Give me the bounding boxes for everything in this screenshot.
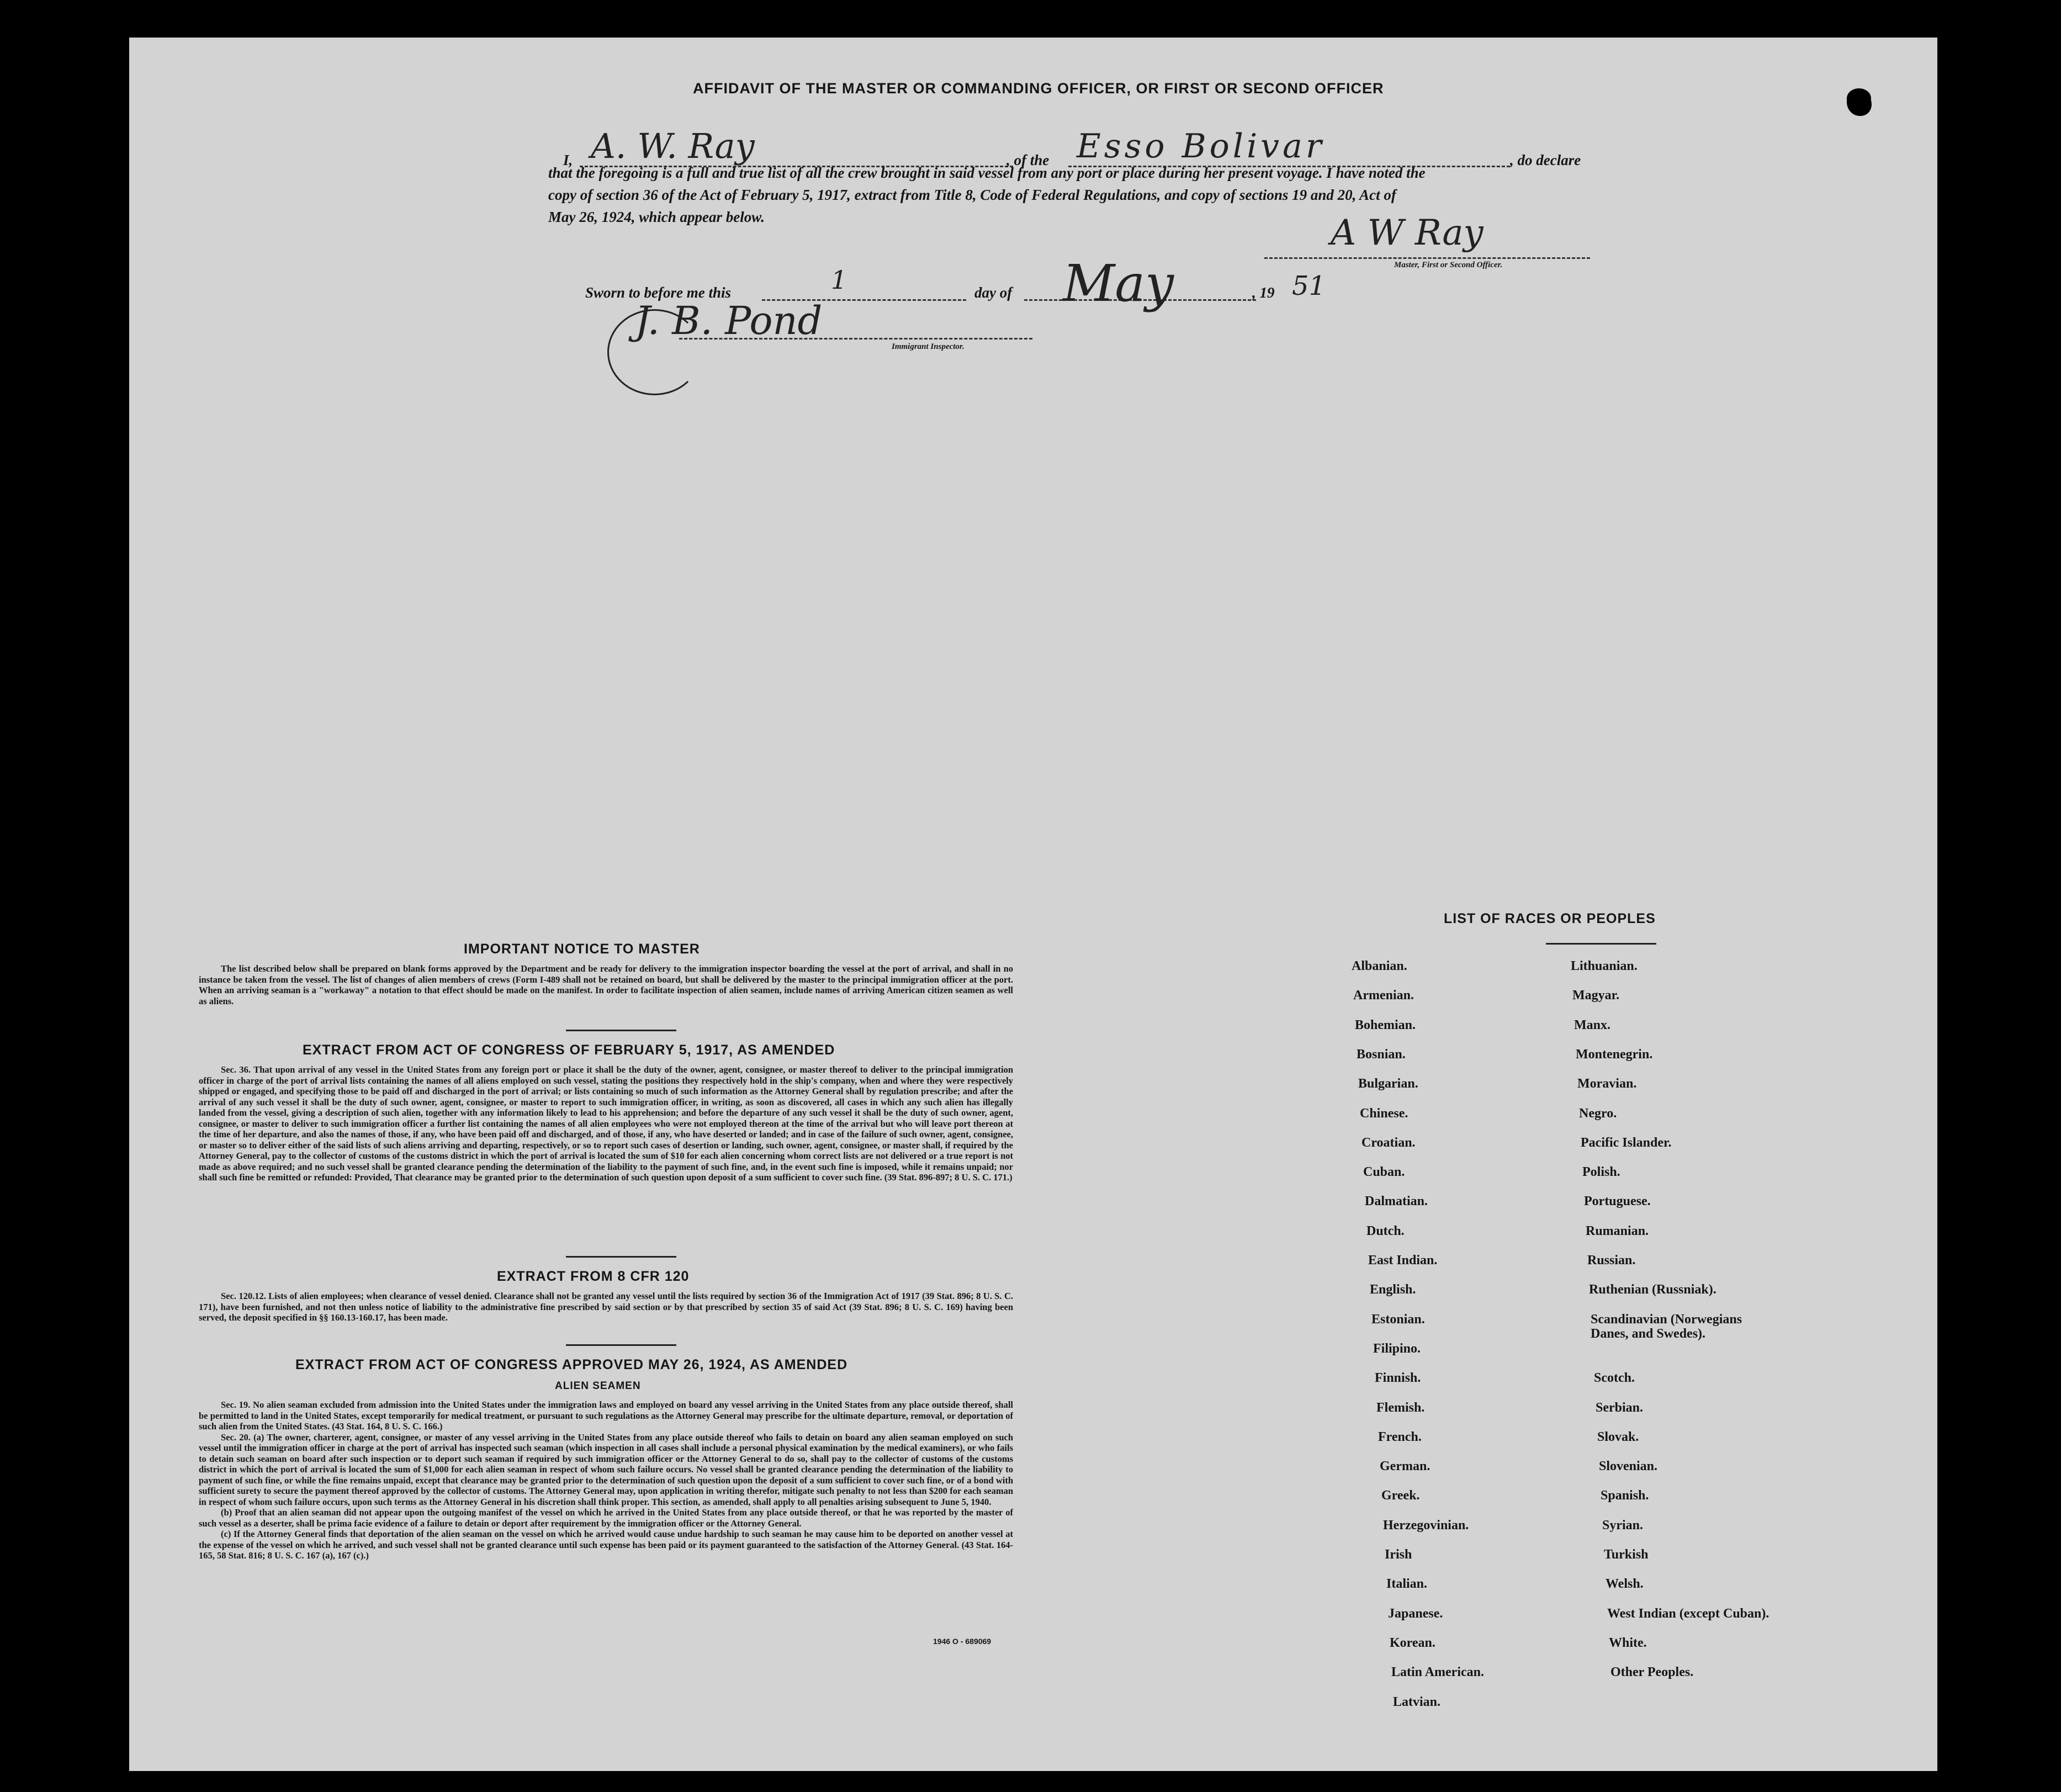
extract-1917-title: EXTRACT FROM ACT OF CONGRESS OF FEBRUARY 5, 1917, AS AMENDED [303, 1042, 835, 1058]
race-item: Korean. [1390, 1635, 1435, 1650]
divider [1546, 943, 1656, 945]
race-item: Syrian. [1602, 1518, 1644, 1533]
inspector-caption: Immigrant Inspector. [892, 342, 965, 351]
statement-line-3: May 26, 1924, which appear below. [548, 209, 765, 225]
race-item: Finnish. [1375, 1371, 1421, 1386]
race-item: Montenegrin. [1576, 1047, 1653, 1062]
statement-line-2: copy of section 36 of the Act of February 5, 1917, extract from Title 8, Code of Federal Regulations, and copy of sections 19 and 20, Act of [548, 187, 1396, 203]
inspector-signature: J. B. Pond [635, 298, 823, 343]
alien-seamen-subtitle: ALIEN SEAMEN [555, 1380, 641, 1392]
race-item: Herzegovinian. [1383, 1518, 1469, 1533]
statement-line-1: that the foregoing is a full and true list of all the crew brought in said vessel from any port or place during her present voyage. I have noted the [548, 165, 1426, 181]
race-item: Welsh. [1606, 1577, 1644, 1592]
inspector-signature-loop [607, 309, 702, 395]
race-item: Greek. [1381, 1488, 1420, 1503]
divider [566, 1344, 676, 1346]
section-20a-paragraph: Sec. 20. (a) The owner, charterer, agent, consignee, or master of any vessel arriving in the United States from any place outside thereof who fails to detain on board any alien seaman employed on such vessel until the immigration officer in charge at the port of arrival has inspected such seaman (which inspection in all cases shall include a personal physical examination by the medical examiners), or who fails to detain such seaman on board after such inspection or to deport such seaman if required by such immigration officer or the Attorney General to do so, shall pay to the collector of customs of the customs district in which the port of arrival is located the sum of $1,000 for each alien seaman in respect of whom such failure occurs. No vessel shall be granted clearance pending the determination of the liability to payment of such fine, or while the fine remains unpaid, except that clearance may be granted prior to the determination of such question upon the deposit of a sum sufficient to cover such fine, or of a bond with sufficient surety to secure the payment thereof approved by the collector of customs. The Attorney General may, upon application in writing therefor, mitigate such penalty to not less than $200 for each seaman in respect of whom such failure occurs, upon such terms as the Attorney General in his discretion shall think proper. This section, as amended, shall apply to all penalties arising subsequent to June 5, 1940. [199, 1432, 1013, 1507]
race-item: Turkish [1604, 1547, 1649, 1562]
year-handwritten: 51 [1292, 271, 1326, 301]
binder-hole [1970, 1104, 1998, 1132]
race-item: Cuban. [1363, 1165, 1405, 1180]
race-item: Estonian. [1371, 1312, 1425, 1327]
race-item: Negro. [1579, 1106, 1617, 1121]
binder-hole [1970, 1195, 1998, 1223]
race-item: Spanish. [1601, 1488, 1649, 1503]
race-item: Latvian. [1393, 1694, 1441, 1709]
binder-hole [1948, 527, 1975, 555]
race-item: Chinese. [1360, 1106, 1408, 1121]
race-item: Slovenian. [1599, 1459, 1658, 1474]
race-item: Serbian. [1596, 1400, 1644, 1415]
extract-cfr-title: EXTRACT FROM 8 CFR 120 [497, 1269, 690, 1284]
race-item: French. [1378, 1429, 1422, 1444]
race-item: Lithuanian. [1571, 959, 1638, 973]
extract-cfr-text [199, 1291, 1013, 1323]
extract-1917-text [199, 1064, 1013, 1183]
race-item: East Indian. [1368, 1253, 1438, 1268]
race-item: Dalmatian. [1365, 1194, 1428, 1209]
binder-hole [1948, 182, 1975, 210]
race-item: Scandinavian (Norwegians Danes, and Swedes). [1591, 1312, 1742, 1341]
race-item: West Indian (except Cuban). [1607, 1606, 1769, 1621]
race-item: Latin American. [1391, 1665, 1484, 1680]
master-signature: A W Ray [1331, 213, 1484, 253]
section-19-paragraph: Sec. 19. No alien seaman excluded from admission into the United States under the immigration laws and employed on board any vessel arriving in the United States from any place outside thereof, shall be permitted to land in the United States, except temporarily for medical treatment, or pursuant to such regulations as the Attorney General may prescribe for the ultimate departure, removal, or deportation of such alien from the United States. (43 Stat. 164, 8 U. S. C. 166.) [199, 1399, 1013, 1432]
race-item: Croatian. [1361, 1135, 1416, 1150]
year-prefix: , 19 [1252, 284, 1275, 301]
race-item: Moravian. [1577, 1077, 1637, 1091]
binder-hole [1948, 618, 1975, 646]
race-item: English. [1370, 1282, 1416, 1297]
notice-text [199, 963, 1013, 1006]
race-item: German. [1380, 1459, 1430, 1474]
section-20b-paragraph: (b) Proof that an alien seaman did not appear upon the outgoing manifest of the vessel on which he arrived in the United States from any place outside thereof, or that he was reported by the master of such vessel as a deserter, shall be prima facie evidence of a failure to detain or deport after requirement by the immigration officer or the Attorney General. [199, 1507, 1013, 1529]
race-item: Other Peoples. [1610, 1665, 1694, 1680]
race-item: Bulgarian. [1358, 1077, 1418, 1091]
vessel-name-handwritten: Esso Bolivar [1077, 127, 1325, 166]
race-item: Ruthenian (Russniak). [1589, 1282, 1716, 1297]
race-item: Pacific Islander. [1581, 1135, 1672, 1150]
race-item: Japanese. [1388, 1606, 1443, 1621]
divider [566, 1030, 676, 1031]
section-120-paragraph: Sec. 120.12. Lists of alien employees; when clearance of vessel denied. Clearance shall not be granted any vessel until the lists required by section 36 of the Immigration Act of 1917 (39 Stat. 896; 8 U. S. C. 171), have been furnished, and not then unless notice of liability to the administrative fine prescribed by said section or by that prescribed by section 35 of said Act (39 Stat. 896; 8 U. S. C. 169) having been served, the deposit specified in §§ 160.13-160.17, has been made. [199, 1291, 1013, 1323]
races-title: LIST OF RACES OR PEOPLES [1444, 911, 1656, 926]
race-item: Dutch. [1366, 1223, 1405, 1238]
extract-1924-text [199, 1399, 1013, 1561]
section-36-paragraph: Sec. 36. That upon arrival of any vessel in the United States from any foreign port or place it shall be the duty of the owner, agent, consignee, or master thereof to deliver to the principal immigration officer in charge of the port of arrival lists containing the names of all aliens employed on such vessel, stating the positions they respectively hold in the ship's company, when and where they were respectively shipped or engaged, and specifying those to be paid off and discharged in the port of arrival; or lists containing so much of such information as the Attorney General shall by regulation prescribe; and after the arrival of any such vessel it shall be the duty of such owner, agent, consignee, or master to report to such immigration officer, in writing, as soon as discovered, all cases in which any such alien has illegally landed from the vessel, giving a description of such alien, together with any information likely to lead to his apprehension; and before the departure of any such vessel it shall be the duty of such owner, agent, consignee, or master to deliver to such immigration officer a further list containing the names of all alien employees who were not employed thereon at the time of the arrival but who will leave port thereon at the time of her departure, and also the names of those, if any, who have been paid off and discharged, and of those, if any, who have deserted or landed; and in case of the failure of such owner, agent, consignee, or master so to deliver either of the said lists of such aliens arriving and departing, respectively, or so to report such cases of desertion or landing, such owner, agent, consignee, or master shall, if required by the Attorney General, pay to the collector of customs of the customs district in which the port of arrival is located the sum of $10 for each alien concerning whom correct lists are not delivered or a true report is not made as above required; and no such vessel shall be granted clearance pending the determination of the liability to the payment of such fine, and, in the event such fine is imposed, while it remains unpaid; nor shall such fine be remitted or refunded: Provided, That clearance may be granted prior to the determination of such question upon deposit of a sum sufficient to cover such fine. (39 Stat. 896-897; 8 U. S. C. 171.) [199, 1064, 1013, 1183]
race-item: White. [1609, 1635, 1647, 1650]
of-the-label: , of the [1006, 152, 1050, 168]
divider [566, 1256, 676, 1258]
day-handwritten: 1 [831, 265, 847, 295]
race-item: Bohemian. [1355, 1017, 1416, 1032]
race-item: Albanian. [1352, 959, 1407, 973]
race-item: Italian. [1386, 1577, 1428, 1592]
race-item: Slovak. [1597, 1429, 1639, 1444]
master-name-handwritten: A. W. Ray [591, 126, 755, 166]
race-item: Russian. [1587, 1253, 1636, 1268]
race-item: Flemish. [1376, 1400, 1425, 1415]
print-code: 1946 O - 689069 [933, 1637, 992, 1646]
race-item: Bosnian. [1357, 1047, 1406, 1062]
race-item: Manx. [1574, 1017, 1610, 1032]
master-signature-caption: Master, First or Second Officer. [1394, 261, 1503, 269]
race-item: Scotch. [1594, 1371, 1635, 1386]
binder-hole [1970, 1449, 1998, 1477]
affidavit-prefix: I, [563, 152, 573, 168]
binder-hole [1970, 1537, 1998, 1565]
master-signature-line [1264, 257, 1590, 259]
race-item: Polish. [1582, 1165, 1620, 1180]
do-declare-label: , do declare [1510, 152, 1581, 168]
section-20c-paragraph: (c) If the Attorney General finds that deportation of the alien seaman on the vessel on which he arrived would cause undue hardship to such seaman he may cause him to be deported on another vessel at the expense of the vessel on which he arrived, and such vessel shall not be granted clearance until such expense has been paid or its payment guaranteed to the satisfaction of the Attorney General. (43 Stat. 164-165, 58 Stat. 816; 8 U. S. C. 167 (a), 167 (c).) [199, 1529, 1013, 1561]
notice-title: IMPORTANT NOTICE TO MASTER [464, 941, 700, 957]
extract-1924-title: EXTRACT FROM ACT OF CONGRESS APPROVED MAY 26, 1924, AS AMENDED [295, 1357, 848, 1372]
month-handwritten: May [1063, 254, 1174, 313]
day-of-label: day of [974, 284, 1013, 301]
inspector-line [679, 338, 1032, 340]
race-item: Portuguese. [1584, 1194, 1651, 1209]
race-item: Magyar. [1572, 988, 1620, 1003]
affidavit-title: AFFIDAVIT OF THE MASTER OR COMMANDING OFFICER, OR FIRST OR SECOND OFFICER [693, 80, 1384, 97]
sworn-label: Sworn to before me this [585, 284, 732, 301]
race-item: Filipino. [1373, 1341, 1421, 1356]
race-item: Rumanian. [1586, 1223, 1649, 1238]
race-item: Armenian. [1353, 988, 1414, 1003]
binder-hole [1948, 271, 1975, 298]
race-item: Irish [1385, 1547, 1412, 1562]
notice-paragraph: The list described below shall be prepared on blank forms approved by the Department and be ready for delivery to the immigration inspector boarding the vessel at the port of arrival, and shall in no instance be taken from the vessel. The list of changes of alien members of crews (Form I-489 shall not be retained on board, but shall be delivered by the master to the principal immigration officer at the port. When an arriving seaman is a "workaway" a notation to that effect should be made on the manifest. In order to facilitate inspection of alien seamen, include names of arriving American citizen seamen as well as aliens. [199, 963, 1013, 1006]
